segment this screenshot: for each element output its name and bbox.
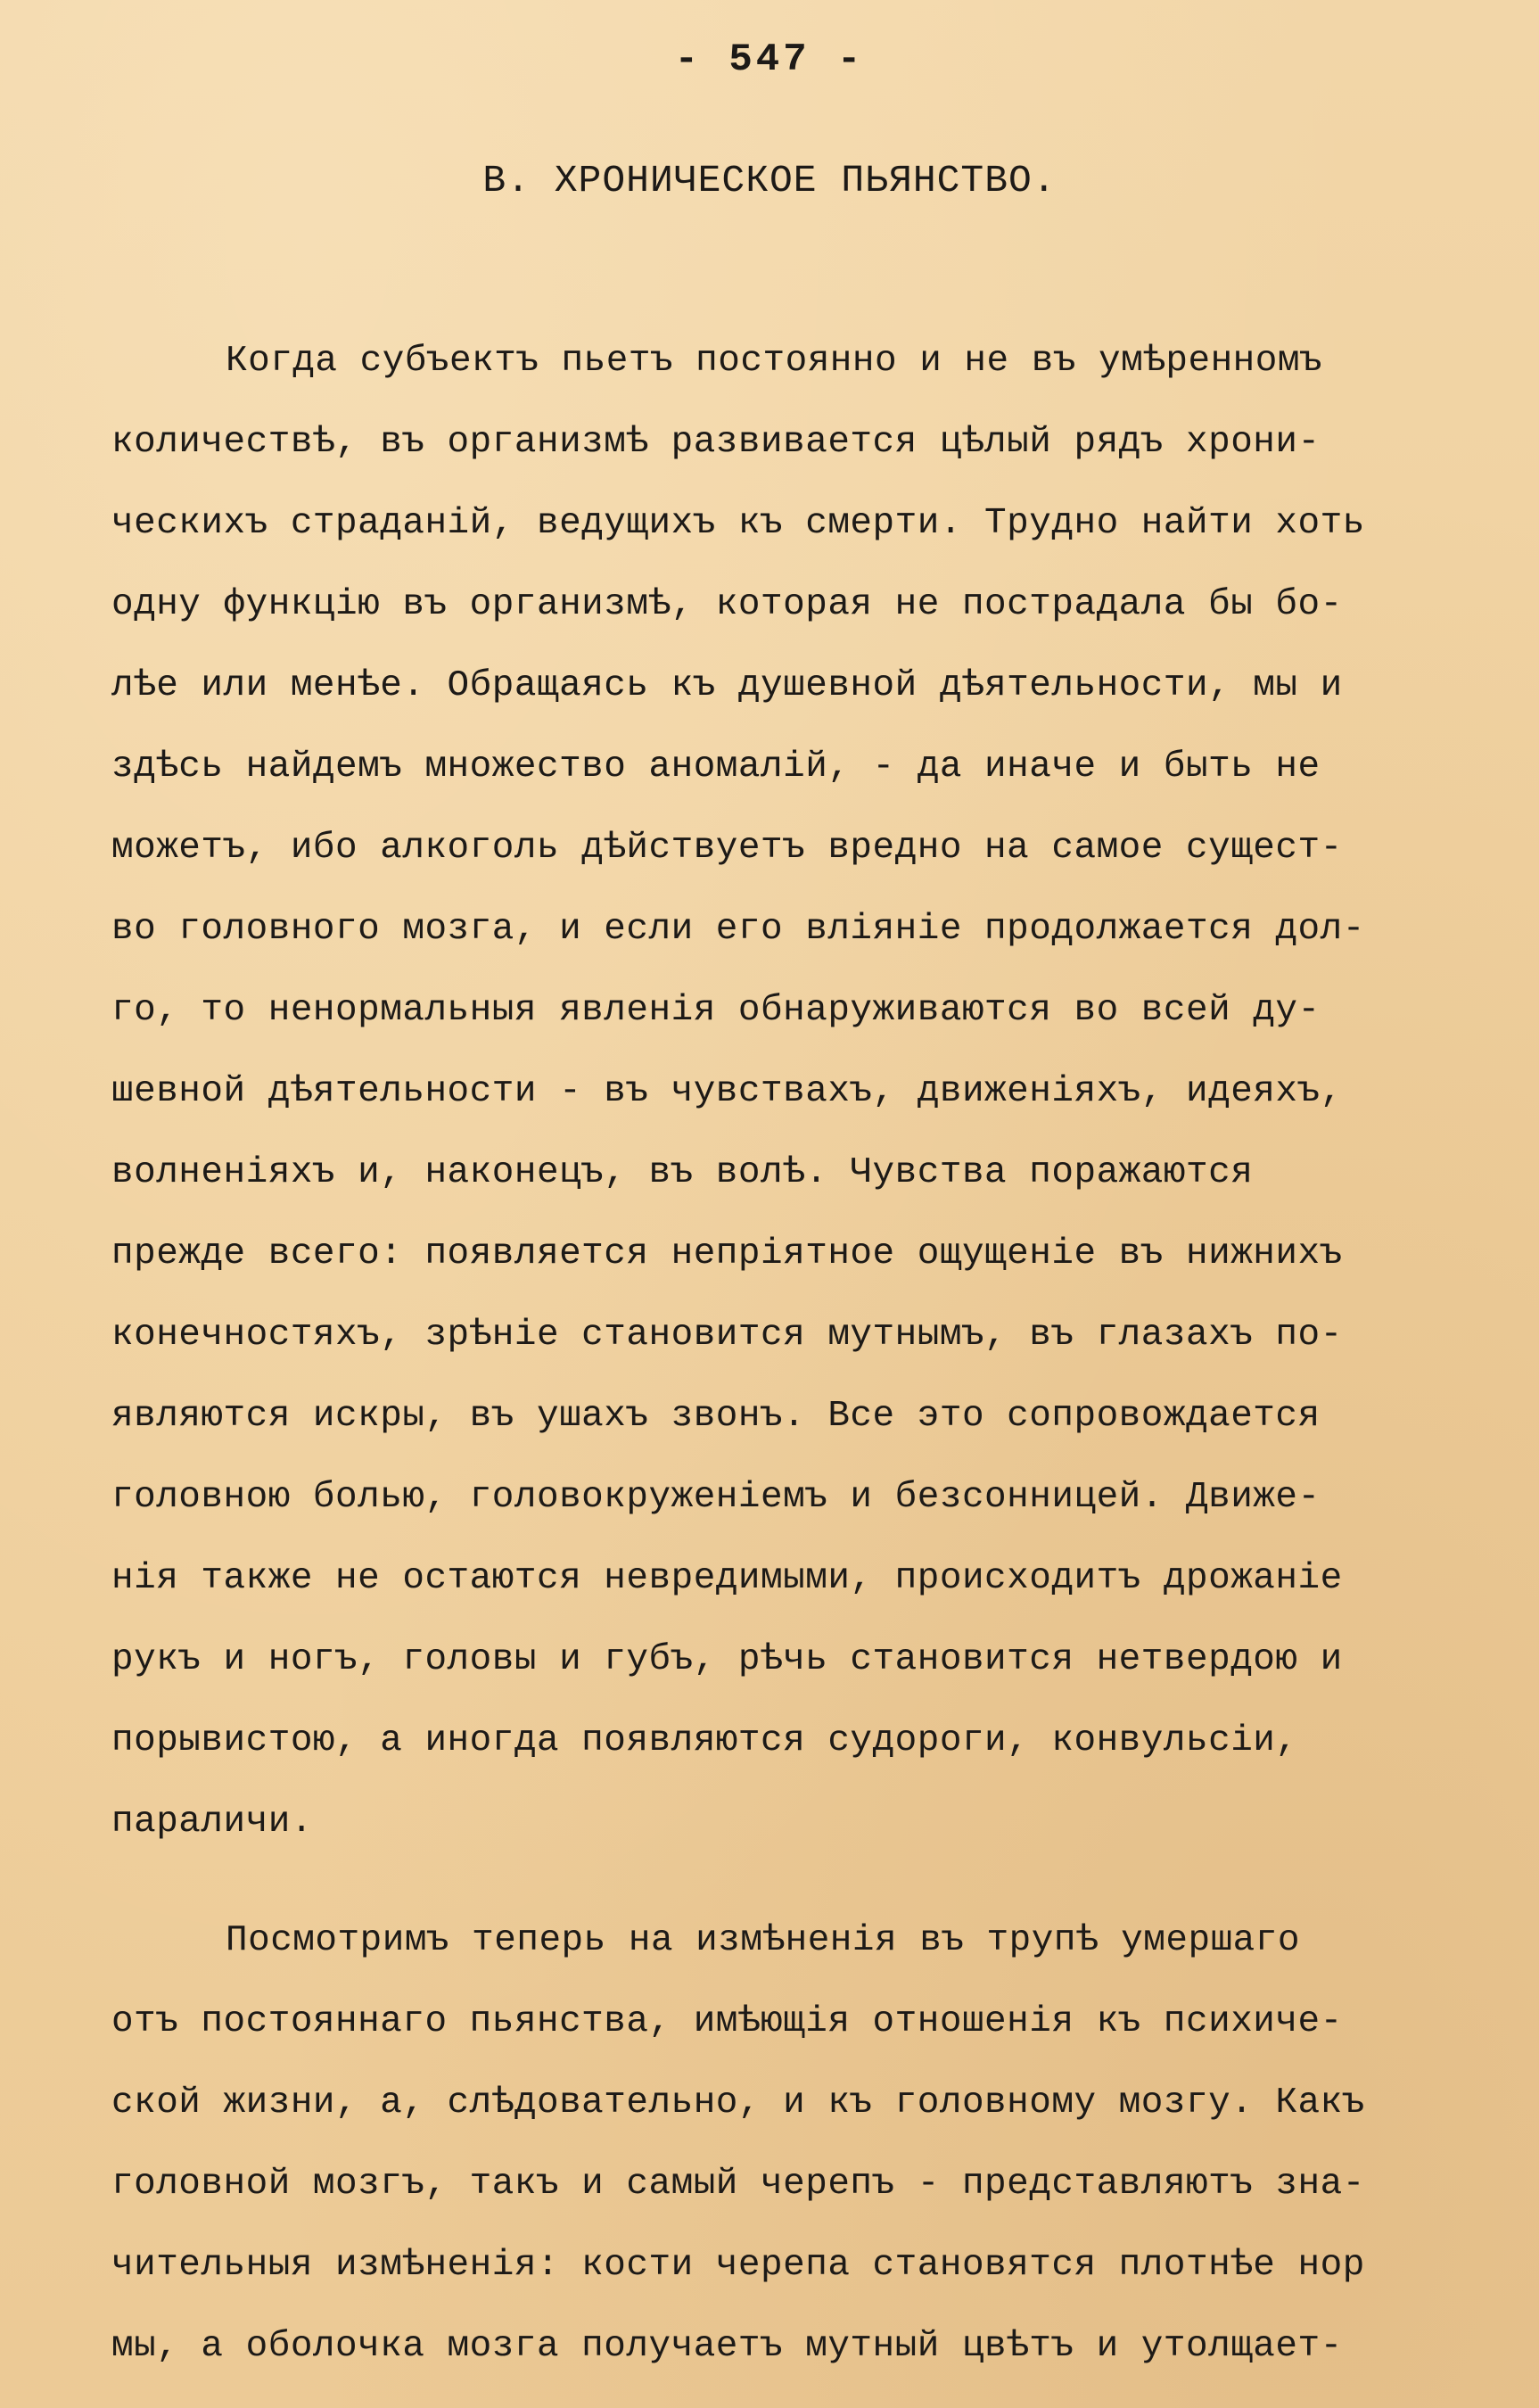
text-line: рукъ и ногъ, головы и губъ, рѣчь становится нетвердою и [111, 1639, 1343, 1680]
text-line: Когда субъектъ пьетъ постоянно и не въ умѣренномъ [226, 341, 1323, 382]
paragraph-gap [111, 1863, 1489, 1901]
text-line: отъ постояннаго пьянства, имѣющія отношенія къ психиче- [111, 2001, 1343, 2042]
body-text [111, 321, 1489, 2387]
text-line: шевной дѣятельности - въ чувствахъ, движеніяхъ, идеяхъ, [111, 1071, 1343, 1112]
page-number: - 547 - [674, 37, 865, 82]
text-line: ской жизни, а, слѣдовательно, и къ головному мозгу. Какъ [111, 2082, 1365, 2123]
text-line: во головного мозга, и если его вліяніе продолжается дол- [111, 909, 1365, 950]
text-line: конечностяхъ, зрѣніе становится мутнымъ, въ глазахъ по- [111, 1315, 1343, 1356]
text-line: чительныя измѣненія: кости черепа становятся плотнѣе нор [111, 2245, 1365, 2286]
text-line: го, то ненормальныя явленія обнаруживаются во всей ду- [111, 990, 1321, 1031]
text-line: мы, а оболочка мозга получаетъ мутный цвѣтъ и утолщает- [111, 2326, 1343, 2367]
text-line: Посмотримъ теперь на измѣненія въ трупѣ умершаго [226, 1920, 1300, 1961]
text-line: параличи. [111, 1802, 313, 1843]
text-line: ческихъ страданій, ведущихъ къ смерти. Трудно найти хоть [111, 503, 1365, 544]
text-line: лѣе или менѣе. Обращаясь къ душевной дѣятельности, мы и [111, 665, 1343, 706]
paragraph-1 [111, 321, 1489, 1863]
paragraph-2 [111, 1901, 1489, 2387]
text-line: одну функцію въ организмѣ, которая не пострадала бы бо- [111, 584, 1343, 625]
text-line: являются искры, въ ушахъ звонъ. Все это сопровождается [111, 1396, 1321, 1437]
text-line: можетъ, ибо алкоголь дѣйствуетъ вредно на самое сущест- [111, 828, 1343, 869]
text-line: порывистою, а иногда появляются судороги, конвульсіи, [111, 1720, 1298, 1761]
text-line: головною болью, головокруженіемъ и безсонницей. Движе- [111, 1477, 1321, 1518]
text-line: количествѣ, въ организмѣ развивается цѣлый рядъ хрони- [111, 422, 1321, 463]
text-line: волненіяхъ и, наконецъ, въ волѣ. Чувства поражаются [111, 1152, 1254, 1193]
text-line: нія также не остаются невредимыми, происходитъ дрожаніе [111, 1558, 1343, 1599]
text-line: головной мозгъ, такъ и самый черепъ - представляютъ зна- [111, 2164, 1365, 2205]
text-line: прежде всего: появляется непріятное ощущеніе въ нижнихъ [111, 1233, 1343, 1274]
text-line: здѣсь найдемъ множество аномалій, - да иначе и быть не [111, 746, 1321, 788]
section-title: В. ХРОНИЧЕСКОЕ ПЬЯНСТВО. [482, 159, 1057, 202]
